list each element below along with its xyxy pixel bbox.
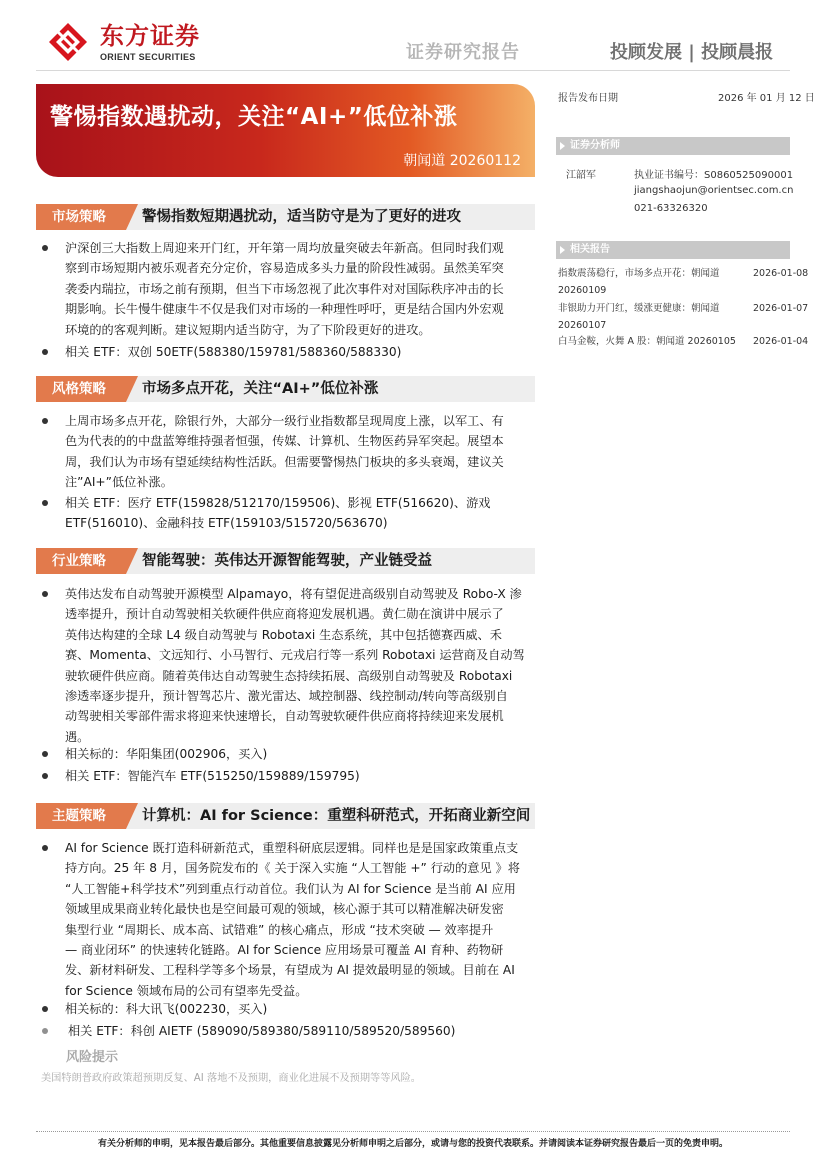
related-report-item[interactable]	[558, 300, 809, 334]
bullet-icon	[42, 1006, 48, 1012]
text-line: 袭委内瑞拉，市场之前有预期，但当下市场忽视了此次事件对对国际秩序冲击的长	[65, 281, 504, 296]
bullet-icon	[42, 1028, 48, 1034]
analyst-header	[556, 137, 790, 155]
bullet-icon	[42, 500, 48, 506]
text-line: 色为代表的的中盘蓝筹维持强者恒强，传媒、计算机、生物医药异军突起。展望本	[65, 434, 504, 449]
text-line: 相关 ETF：医疗 ETF(159828/512170/159506)、影视 ETF(516620)、游戏	[65, 496, 491, 510]
analyst-header-label: 证券分析师	[570, 140, 620, 151]
logo-text-en: ORIENT SECURITIES	[100, 52, 196, 62]
risk-title: 风险提示	[66, 1050, 119, 1065]
bullet-icon	[42, 349, 48, 355]
text-line: for Science 领域布局的公司有望率先受益。	[65, 983, 308, 998]
section-tag: 行业策略	[36, 548, 126, 574]
related-reports-header	[556, 241, 790, 259]
logo-mark-icon	[48, 22, 88, 62]
report-type: 证券研究报告	[406, 42, 520, 63]
section-title: 市场多点开花，关注“AI+”低位补涨	[142, 381, 379, 397]
text-line: 英伟达发布自动驾驶开源模型 Alpamayo，将有望促进高级别自动驾驶及 Robo-X 渗	[65, 587, 522, 601]
company-logo	[48, 22, 248, 62]
bullet-icon	[42, 591, 48, 597]
section-tag: 风格策略	[36, 376, 126, 402]
related-report-item[interactable]	[558, 265, 809, 299]
logo-text-cn: 东方证券	[100, 22, 200, 50]
text-line: 沪深创三大指数上周迎来开门红，开年第一周均放量突破去年新高。但同时我们观	[65, 241, 504, 255]
section-theme-strategy	[36, 803, 535, 829]
section-title: 警惕指数短期遇扰动，适当防守是为了更好的进攻	[142, 209, 461, 225]
analyst-email[interactable]: jiangshaojun@orientsec.com.cn	[634, 185, 794, 196]
related-etf: 相关 ETF：智能汽车 ETF(515250/159889/159795)	[65, 769, 360, 783]
text-line: 透率提升，预计自动驾驶相关软硬件供应商将迎发展机遇。黄仁勋在演讲中展示了	[65, 607, 504, 622]
related-report-date: 2026-01-08	[753, 268, 809, 279]
related-etf: 相关 ETF：科创 AIETF (589090/589380/589110/589520/589560)	[68, 1024, 456, 1038]
paragraph	[65, 493, 535, 534]
bullet-icon	[42, 418, 48, 424]
section-title: 智能驾驶：英伟达开源智能驾驶，产业链受益	[142, 553, 432, 569]
text-line: ETF(516010)、金融科技 ETF(159103/515720/563670)	[65, 516, 388, 531]
related-report-item[interactable]	[558, 333, 809, 350]
publish-date-label: 报告发布日期	[558, 93, 618, 104]
title-banner	[36, 84, 535, 177]
analyst-name: 江韶军	[566, 170, 596, 181]
header-divider	[36, 70, 790, 71]
text-line: 英伟达构建的全球 L4 级自动驾驶与 Robotaxi 生态系统，其中包括德赛西威、禾	[65, 627, 502, 642]
related-report-title-cont: 20260109	[558, 285, 607, 296]
paragraph	[65, 584, 535, 747]
report-title: 警惕指数遇扰动，关注“AI+”低位补涨	[50, 104, 458, 130]
section-market-strategy	[36, 204, 535, 230]
related-report-title: 指数震荡稳行，市场多点开花：朝闻道	[558, 268, 720, 279]
section-tag: 市场策略	[36, 204, 126, 230]
text-line: AI for Science 既打造科研新范式，重塑科研底层逻辑。同样也是是国家政策重点支	[65, 841, 519, 855]
publish-date: 2026 年 01 月 12 日	[718, 93, 815, 104]
text-line: 动驾驶相关零部件需求将迎来快速增长，自动驾驶软硬件供应商将持续迎来发展机	[65, 709, 504, 724]
related-report-title: 非银助力开门红，缓涨更健康：朝闻道	[558, 303, 720, 314]
section-tag: 主题策略	[36, 803, 126, 829]
related-report-date: 2026-01-07	[753, 303, 809, 314]
paragraph	[65, 411, 535, 493]
paragraph	[65, 999, 535, 1019]
triangle-icon	[560, 142, 565, 150]
section-style-strategy	[36, 376, 535, 402]
risk-text: 美国特朗普政府政策超预期反复、AI 落地不及预期，商业化进展不及预期等等风险。	[41, 1073, 421, 1084]
bullet-icon	[42, 845, 48, 851]
text-line: 环境的的客观判断。建议短期内适当防守，为了下阶段更好的进攻。	[65, 322, 431, 337]
footer-disclaimer: 有关分析师的申明，见本报告最后部分。其他重要信息披露见分析师申明之后部分，或请与您的投资代表联系。并请阅读本证券研究报告最后一页的免责申明。	[97, 1139, 728, 1149]
bullet-icon	[42, 751, 48, 757]
text-line: 领域里成果商业转化最快也是空间最可观的领域，核心源于其可以精准解决研发密	[65, 902, 504, 917]
related-report-title-cont: 20260107	[558, 320, 607, 331]
related-report-date: 2026-01-04	[753, 336, 809, 347]
analyst-license: 执业证书编号：S0860525090001	[634, 170, 794, 181]
text-line: 察到市场短期内被乐观者充分定价，容易造成多头力量的阶段性减弱。虽然美军突	[65, 261, 504, 276]
report-category: 投顾发展 | 投顾晨报	[610, 42, 774, 63]
section-industry-strategy	[36, 548, 535, 574]
related-reports-label: 相关报告	[570, 244, 610, 255]
bullet-icon	[42, 245, 48, 251]
text-line: 赛、Momenta、文远知行、小马智行、元戎启行等一系列 Robotaxi 运营商及自动驾	[65, 648, 525, 663]
paragraph	[65, 838, 535, 1001]
text-line: 注”AI+”低位补涨。	[65, 475, 173, 490]
bullet-icon	[42, 773, 48, 779]
text-line: 持方向。25 年 8 月，国务院发布的《 关于深入实施 “人工智能 +” 行动的意见 》将	[65, 861, 520, 876]
paragraph	[65, 342, 535, 362]
text-line: 驶软硬件供应商。随着英伟达自动驾驶生态持续拓展、高级别自动驾驶及 Robotaxi	[65, 668, 513, 683]
text-line: 遇。	[65, 729, 90, 744]
text-line: 集型行业 “周期长、成本高、试错难” 的核心痛点，形成 “技术突破 — 效率提升	[65, 922, 494, 937]
analyst-phone: 021-63326320	[634, 203, 708, 214]
paragraph	[65, 744, 535, 764]
footer-divider	[36, 1131, 790, 1132]
text-line: 上周市场多点开花，除银行外，大部分一级行业指数都呈现周度上涨，以军工、有	[65, 414, 504, 428]
section-title: 计算机：AI for Science：重塑科研范式，开拓商业新空间	[142, 808, 531, 824]
paragraph	[68, 1021, 538, 1041]
paragraph	[65, 766, 535, 786]
related-report-title: 白马金鞍，火舞 A 股：朝闻道 20260105	[558, 336, 736, 347]
text-line: 相关 ETF：双创 50ETF(588380/159781/588360/588330)	[65, 345, 402, 359]
related-stock: 相关标的：科大讯飞(002230，买入)	[65, 1002, 268, 1016]
triangle-icon	[560, 246, 565, 254]
text-line: 发、新材料研发、工程科学等多个场景，有望成为 AI 提效最明显的领域。目前在 AI	[65, 963, 515, 978]
paragraph	[65, 238, 535, 340]
text-line: 期影响。长牛慢牛健康牛不仅是我们对市场的一种理性呼吁，更是结合国内外宏观	[65, 302, 504, 317]
text-line: “人工智能+科学技术”列到重点行动首位。我们认为 AI for Science 是当前 AI 应用	[65, 881, 516, 896]
text-line: 周，我们认为市场有望延续结构性活跃。但需要警惕热门板块的多头衰竭，建议关	[65, 454, 504, 469]
text-line: — 商业闭环” 的快速转化链路。AI for Science 应用场景可覆盖 AI 育种、药物研	[65, 943, 504, 958]
related-stock: 相关标的：华阳集团(002906，买入)	[65, 747, 268, 761]
report-subtitle: 朝闻道 20260112	[403, 153, 521, 169]
text-line: 渗透率逐步提升，预计智驾芯片、激光雷达、域控制器、线控制动/转向等高级别自	[65, 689, 508, 704]
